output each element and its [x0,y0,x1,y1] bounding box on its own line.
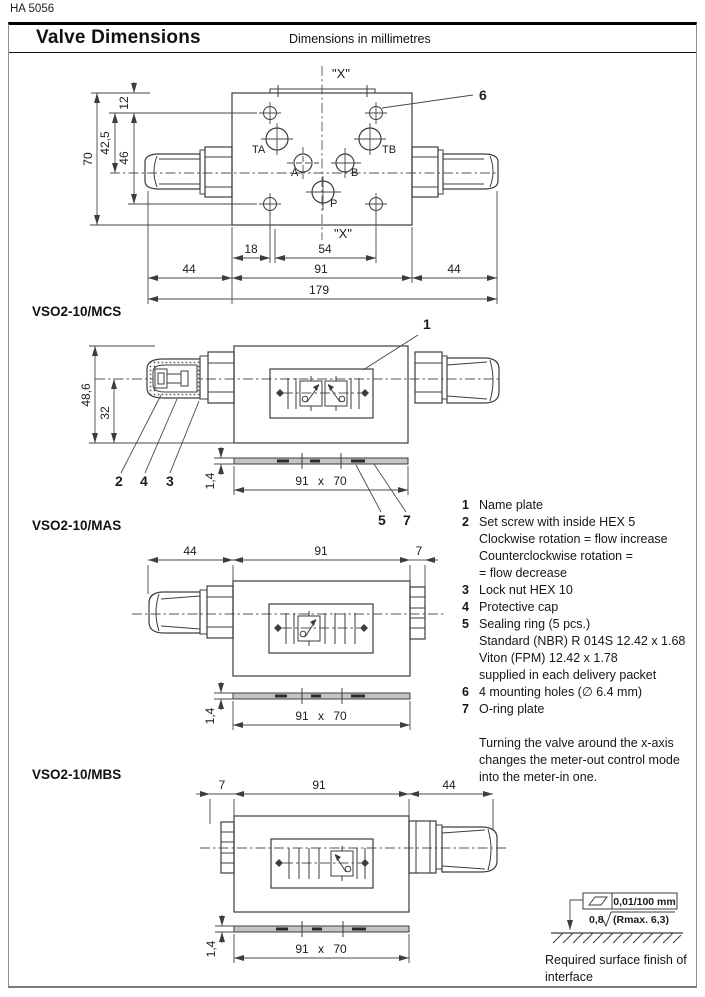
surface-finish-symbol [545,885,700,957]
left-knob [145,147,232,197]
dim-44: 44 [442,778,456,792]
dim-42-5: 42,5 [98,131,112,155]
page-subtitle: Dimensions in millimetres [289,32,431,46]
legend-item: 2 Set screw with inside HEX 5 [462,515,636,529]
legend-item: Standard (NBR) R 014S 12.42 x 1.68 [479,634,686,648]
left-knob [149,586,233,638]
surface-finish-caption: Required surface finish of interface [545,953,687,984]
dim-91: 91 [312,778,326,792]
protective-cap-assembly [147,352,234,403]
dim-44-left: 44 [182,262,196,276]
port-label-a: A [291,167,299,179]
dim-1-4: 1,4 [203,472,217,490]
section-title-mas: VSO2-10/MAS [32,518,122,533]
valve-body [234,346,408,443]
callout-7: 7 [403,512,411,528]
dim-7: 7 [218,778,226,792]
valve-body [233,581,410,676]
callout-5: 5 [378,512,386,528]
dim-44-right: 44 [447,262,461,276]
name-plate [271,839,373,888]
right-knob [415,352,499,403]
doc-number: HA 5056 [10,3,55,15]
port-label-ta: TA [252,144,266,156]
callout-4: 4 [140,473,148,489]
dim-12: 12 [117,96,131,110]
right-knob [412,147,498,197]
flatness-tolerance-value: 0,01/100 mm [613,896,676,908]
dim-1-4: 1,4 [204,940,218,958]
ports [261,123,386,210]
legend-item: Clockwise rotation = flow increase [479,532,668,546]
section-title-mcs: VSO2-10/MCS [32,304,122,319]
dim-32: 32 [98,406,112,420]
legend-item: 3 Lock nut HEX 10 [462,583,573,597]
name-plate [269,604,373,653]
page-title: Valve Dimensions [36,27,201,48]
dim-7: 7 [415,544,423,558]
dim-18: 18 [244,242,258,256]
legend-item: 7 O-ring plate [462,702,545,716]
legend-item: Counterclockwise rotation = [479,549,633,563]
oring-plate-strip [233,688,410,704]
dim-91x70: 91 x 70 [295,474,347,488]
port-label-tb: TB [382,144,397,156]
leader-line [570,900,583,930]
figure-top-view [81,58,515,310]
callout-6: 6 [479,87,487,103]
port-label-p: P [330,198,338,210]
legend-item: 6 4 mounting holes (∅ 6.4 mm) [462,685,643,699]
title-bar [9,25,696,53]
oring-plate-strip [234,453,408,469]
legend-item: Viton (FPM) 12.42 x 1.78 [479,651,618,665]
dimension-lines [90,82,497,304]
legend-item: 5 Sealing ring (5 pcs.) [462,617,591,631]
dim-70: 70 [81,152,95,166]
dimension-lines-top [148,560,438,594]
callout-1: 1 [423,316,431,332]
dim-44: 44 [183,544,197,558]
figure-mbs-side-view [85,775,515,980]
dim-46: 46 [117,151,131,165]
dimension-lines-top [196,794,493,829]
dim-48-6: 48,6 [79,383,93,407]
callout-2: 2 [115,473,123,489]
name-plate [270,369,373,418]
dim-91x70: 91 x 70 [295,709,347,723]
dim-54: 54 [318,242,332,256]
legend-item: supplied in each delivery packet [479,668,657,682]
rmax-value: (Rmax. 6,3) [613,914,670,926]
flatness-icon [589,897,607,905]
port-label-b: B [351,167,359,179]
oring-plate-strip [234,921,409,937]
callout-3: 3 [166,473,174,489]
legend-item: 4 Protective cap [462,600,559,614]
figure-mcs-side-view [79,305,515,533]
callout-7-leader [374,464,406,512]
surface-hatching [551,933,683,943]
right-knob [409,821,497,873]
dim-179: 179 [308,283,330,297]
roughness-value: 0,8 [589,914,604,926]
valve-body [234,816,409,912]
x-axis-label-top: "X" [332,66,350,81]
callout-5-leader [356,465,381,512]
dim-1-4: 1,4 [203,707,217,725]
dim-91: 91 [314,544,328,558]
figure-mas-side-view [85,540,515,745]
callout-1-leader [363,335,418,370]
callout-6-leader [382,95,473,108]
legend-item: 1 Name plate [462,498,543,512]
dim-91x70: 91 x 70 [295,942,347,956]
right-hex-end [410,587,425,639]
legend-item: = flow decrease [479,566,567,580]
section-title-mbs: VSO2-10/MBS [32,767,122,782]
dim-91: 91 [314,262,328,276]
legend-note: Turning the valve around the x-axis changes the meter-out control mode into the meter-in one. [479,736,680,784]
cap-callout-leaders [121,395,199,473]
legend [462,497,700,786]
left-hex-end [221,822,234,873]
x-axis-label-bottom: "X" [334,226,352,241]
